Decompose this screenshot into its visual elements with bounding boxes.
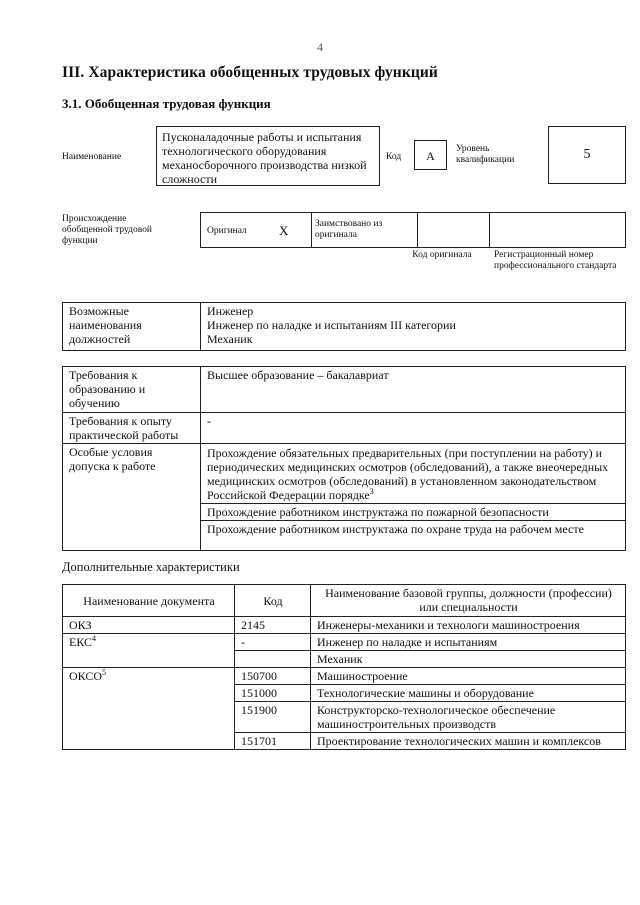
additional-table — [62, 584, 626, 750]
section-title: III. Характеристика обобщенных трудовых функций — [62, 64, 438, 81]
name-cell: Проектирование технологических машин и комплексов — [311, 733, 626, 750]
reg-number-label: Регистрационный номер профессионального стандарта — [494, 250, 617, 271]
footnote-mark: 3 — [369, 487, 374, 496]
education-value: Высшее образование – бакалавриат — [201, 367, 626, 413]
table-row — [63, 634, 626, 651]
positions-label: Возможные наименования должностей — [63, 303, 201, 351]
position-item: Механик — [207, 332, 253, 346]
function-name-value: Пусконаладочные работы и испытания технологического оборудования механосборочного производства низкой сложности — [162, 130, 367, 186]
name-cell: Технологические машины и оборудование — [311, 685, 626, 702]
doc-cell — [63, 617, 235, 634]
header-name: Наименование базовой группы, должности (профессии) или специальности — [311, 585, 626, 617]
code-box — [414, 140, 447, 170]
code-value: A — [426, 149, 435, 163]
footnote-mark: 5 — [102, 668, 107, 677]
divider — [489, 213, 490, 247]
footnote-mark: 4 — [92, 634, 97, 643]
table-header-row — [63, 585, 626, 617]
code-cell: 151000 — [235, 685, 311, 702]
doc-name: ОКСО — [69, 669, 103, 683]
borrowed-label: Заимствовано из оригинала — [315, 219, 383, 240]
name-cell: Машиностроение — [311, 668, 626, 685]
code-cell: 151701 — [235, 733, 311, 750]
code-cell: - — [235, 634, 311, 651]
origin-label: Происхождение обобщенной трудовой функции — [62, 214, 152, 246]
header-code: Код — [235, 585, 311, 617]
name-label: Наименование — [62, 152, 122, 162]
page-number: 4 — [317, 40, 323, 54]
origin-table — [200, 212, 626, 248]
code-cell: 150700 — [235, 668, 311, 685]
divider — [311, 213, 312, 247]
doc-name: ЕКС — [69, 635, 93, 649]
level-value: 5 — [583, 147, 591, 162]
special-label: Особые условия допуска к работе — [63, 444, 201, 551]
doc-name: ОКЗ — [69, 618, 92, 632]
positions-table — [62, 302, 626, 351]
code-original-label: Код оригинала — [412, 250, 472, 260]
code-label: Код — [386, 152, 402, 162]
name-cell: Инженеры-механики и технологи машиностроения — [311, 617, 626, 634]
header-doc: Наименование документа — [63, 585, 235, 617]
position-item: Инженер по наладке и испытаниям III категории — [207, 318, 456, 332]
divider — [417, 213, 418, 247]
code-cell: 2145 — [235, 617, 311, 634]
requirements-table — [62, 366, 626, 551]
name-cell: Механик — [311, 651, 626, 668]
special-item: Прохождение работником инструктажа по пожарной безопасности — [201, 504, 626, 521]
table-row — [63, 668, 626, 685]
level-box — [548, 126, 626, 184]
subsection-title: 3.1. Обобщенная трудовая функция — [62, 96, 271, 111]
doc-cell — [63, 668, 235, 750]
name-cell: Инженер по наладке и испытаниям — [311, 634, 626, 651]
experience-value: - — [201, 413, 626, 444]
function-name-box — [156, 126, 380, 186]
original-label: Оригинал — [207, 226, 247, 236]
level-label: Уровень квалификации — [456, 144, 515, 165]
positions-values — [201, 303, 626, 351]
table-row — [63, 617, 626, 634]
name-cell: Конструкторско-технологическое обеспечение машиностроительных производств — [311, 702, 626, 733]
position-item: Инженер — [207, 304, 254, 318]
code-cell — [235, 651, 311, 668]
additional-title: Дополнительные характеристики — [62, 560, 240, 574]
code-cell: 151900 — [235, 702, 311, 733]
experience-label: Требования к опыту практической работы — [63, 413, 201, 444]
original-mark: X — [279, 223, 289, 238]
education-label: Требования к образованию и обучению — [63, 367, 201, 413]
doc-cell — [63, 634, 235, 668]
special-item: Прохождение работником инструктажа по охране труда на рабочем месте — [201, 521, 626, 551]
special-item — [201, 444, 626, 504]
special-text: Прохождение обязательных предварительных (при поступлении на работу) и периодических медицинских осмотров (обследований), а также внеочередных медицинских осмотров (обследований) в установленном законодательством Российской Федерации порядке — [207, 446, 609, 502]
